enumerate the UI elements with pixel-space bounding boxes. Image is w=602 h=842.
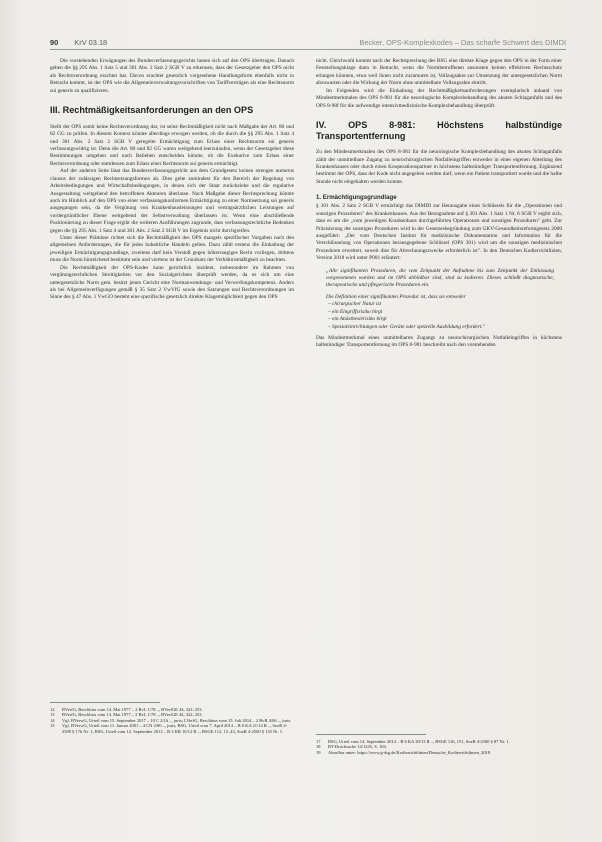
paragraph: Unter dieser Prämisse richtet sich die Rechtmäßigkeit des OPS mangels spezifischer Vorgaben nach den allgemeinen Anforderungen, die für jedes hoheitliche Handeln gelten. Dazu zählt erstens die Einhaltung der jeweiligen Ermächtigungsgrundlage, zweitens darf kein Verstoß gegen höherrangiges Recht vorliegen, drittens muss die Norm hinreichend bestimmt sein und viertens ist der Grundsatz der Verhältnismäßigkeit zu beachten. (50, 235, 294, 264)
section-heading-iv: IV. OPS 8-981: Höchstens halbstündige Transportentfernung (316, 119, 562, 141)
header-rule (50, 49, 566, 50)
footnote-rule-left (50, 702, 160, 703)
section-heading-iii: III. Rechtmäßigkeitsanforderungen an den OPS (50, 105, 254, 116)
footnote: 14 Vgl. BVerwG, Urteil vom 15. September 2017 – 10 C 2/16 –, juris; LVerfG, Beschluss vom 15. Juli 2014 – 2 BvR 4/06 –, juris. (50, 717, 292, 723)
page-header (50, 38, 566, 47)
paragraph: Im Folgenden wird die Einhaltung der Rechtmäßigkeitsanforderungen exemplarisch anhand von Mindestmerkmalen des OPS 8-981 für die neurologische Komplexbehandlung des akuten Schlaganfalls und des OPS 8-98f für die aufwendige intensivmedizinische Komplexbehandlung überprüft. (316, 87, 562, 109)
footnote-rule-right (316, 734, 426, 735)
paragraph: Stellt der OPS somit keine Rechtsverordnung dar, ist seine Rechtmäßigkeit nicht nach Maßgabe der Art. 80 und 82 GG zu prüfen. In diesem Kontext könnte allerdings erwogen werden, ob die durch die §§ 295 Abs. 1 Satz 4 und 301 Abs. 2 Satz 2 SGB V geregelte Ermächtigung zum Erlass einer Rechtsnorm sui generis verfassungswidrig ist. Denn die Art. 80 und 82 GG waren weitgehend leerzulaufen, wenn der Gesetzgeber diese Bestimmungen umgehen und nach Belieben entscheiden könnte, ob die Exekutive zum Erlass einer Rechtsverordnung oder stattdessen zum Erlass einer Rechtsnorm sui generis ermächtigt. (50, 123, 294, 167)
paragraph: Auf der anderen Seite lässt das Bundesverfassungsgericht aus dem Grundgesetz keinen strengen numerus clausus der zulässigen Rechtsetzungsformen ab. Dies gelte zumindest für den Bereich der Regelung von Arbeitsbedingungen und Wirtschaftsbedingungen, in denen sich der Staat zurückziehe und die regulative Ausgestaltung weitgehend den betroffenen Akteuren überlasse. Nach Maßgabe dieser Rechtsprechung könnte auch im Hinblick auf den OPS von einer verfassungskonformen Ermächtigung zu einer Normsetzung sui generis ausgegangen sein, da die Vergütung von Krankenhausleistungen und vertragsärztlichen Leistungen auf vordergründlicher Ebene weitgehend der Selbstverwaltung überlassen ist. Wenn eine abschließende Positionierung zu dieser Frage ergibt die weiteren Ausführungen zugrunde, dass verfassungsrechtliche Bedenken gegen die §§ 295 Abs. 1 Satz 4 und 301 Abs. 2 Satz 2 SGB V im Ergebnis nicht durchgreifen. (50, 168, 294, 234)
list-item: – chirurgischer Natur ist (336, 301, 554, 308)
quote-definition: Die Definition einer signifikanten Prozedur ist, dass sie entweder (326, 293, 466, 300)
footnote: 17 BSG, Urteil vom 14. September 2014 – B 6 KA 30/13 R –, BSGE 116, 151, SozR 4-2500 § 87 Nr. 1. (316, 739, 510, 744)
paragraph: Das Mindestmerkmal eines unmittelbaren Zugangs zu neurochirurgischen Notfalleingriffen in höchstens halbstündiger Transportentfernung im OPS 8-981 beschreibt nach den vorstehenden (316, 335, 562, 349)
paragraph: Die vorstehenden Erwägungen des Bundesverfassungsgerichts lassen sich auf den OPS übertragen. Danach gehen die §§ 295 Abs. 1 Satz 5 und 301 Abs. 2 Satz 2 SGB V zu erkennen, dass der Gesetzgeber den OPS nicht als Rechtsverordnung erachtet hat. Davon erachtet gesetzlich vorgesehene Handlungsform ebenfalls nicht in Betracht kommt, ist der OPS wie die Allgemeinverwaltungsvorschriften von Tariffverträgen als eine Rechtsnorm sui generis zu qualifizieren. (50, 58, 294, 94)
page-number: 90 (50, 38, 59, 47)
paragraph: § 301 Abs. 2 Satz 2 SGB V ermächtigt das DIMDI zur Herausgabe eines Schlüssels für die „Operationen und sonstigen Prozeduren" des Krankenhauses. Aus der Bezugnahme auf § 301 Abs. 1 Satz 1 Nr. 6 SGB V ergibt sich, dass es um die „vom jeweiligen Krankenhaus durchgeführten Operationen und sonstigen Prozeduren" geht. Zur Präzisierung der sonstigen Prozeduren wird in der Gesetzesbegründung zum GKV-Gesundheitsreformgesetz 2000 ausgeführt: „Der vom Deutschen Institut für medizinische Dokumentation und Information für die Verschlüsselung von Operationen herausgegebene Schlüssel (OPS 301) wird um die sonstigen medizinischen Prozeduren erweitert, soweit dies für Abrechnungszwecke erforderlich ist". In den Deutschen Kodierrichtlinien, Version 2018 wird unter P001 erläutert: (316, 203, 562, 262)
footnotes-left (50, 707, 294, 734)
list-item: – ein Eingriffsrisiko birgt (336, 309, 554, 316)
paragraph: Die Rechtmäßigkeit der OPS-Kodes kann gerichtlich inzident, insbesondere im Rahmen von vergütungsrechtlichen Streitigkeiten vor den Sozialgerichten überprüft werden, da es sich um eine untergesetzliche Norm gem. besitzt jenen Gericht eine Normanwendungs- und Verwerfungskompetenz. Anders als bei Allgemeinverfügungen gemäß § 35 Satz 2 VwVfG sowie den Satzungen und Rechtsverordnungen im Sinne des § 47 Abs. 1 VwGO besteht eine spezifische gesetzlich direkte Klagemöglichkeit gegen den OPS (50, 264, 294, 301)
footnotes-right (316, 739, 562, 755)
right-column (316, 58, 562, 350)
left-column (50, 58, 294, 302)
subsection-heading: 1. Ermächtigungsgrundlage (316, 194, 397, 202)
quote-list (326, 301, 554, 331)
footnote: 13 BVerfG, Beschluss vom 14. Mai 1977 – 2 BvL 1/78 –, BVerfGE 44, 322–353. (50, 712, 203, 718)
quote-intro: „Alle signifikanten Prozeduren, die vom Zeitpunkt der Aufnahme bis zum Zeitpunkt der Entlassung vorgenommen wurden und im OPS abbildbar sind, sind zu kodieren. Dieses schließt diagnostische, therapeutische und pflegerische Prozeduren ein. (326, 267, 554, 289)
block-quote (326, 268, 554, 331)
paragraph: nicht. Gleichwohl kommt nach der Rechtsprechung des BSG eine direkte Klage gegen den OPS in der Form einer Feststellungsklage dann in Betracht, wenn die Normbetroffenen ansonsten keinen effektiven Rechtsschutz erlangen könnten, etwa weil ihnen nicht zuzumuten ist, Vollzugsakte zur Umsetzung der untergesetzlichen Norm abzuwarten oder die Wirkung der Norm ohne unmittelbare Vollzugsakte eintritt. (316, 58, 562, 87)
list-item: – ein Anästhesierisiko birgt (336, 316, 554, 323)
footnote: 18 BT-Drucksache 14/1245, S. 104. (316, 744, 387, 750)
footnote: 12 BVerfG, Beschluss vom 14. Mai 1977 – 2 BvL 1/78 –, BVerfGE 44, 322–353. (50, 707, 203, 712)
running-title: Becker, OPS-Komplexkodes – Das scharfe Schwert des DIMDI (359, 38, 566, 47)
footnote: 19 Abrufbar unter: https://www.g-drg.de/Kodierrichtlinien/Deutsche_Kodierrichtlinien_2018 (316, 749, 491, 755)
footnote: 15 Vgl. BVerwG, Urteil vom 11. Januar 2001 – 4 CN 2/00 –, juris; BSG, Urteil vom 7. April 2014 – B 6 KA 21/14 R –, SozR 4-2500 § 17b Nr. 1; BSG, Urteil vom 12. September 2012 – B 3 KR 10/12 R –, BSGE 112, 15–43, SozR 4-2500 § 135 Nr. 1. (50, 723, 288, 734)
paragraph: Zu den Mindestmerkmalen des OPS 8-981 für die neurologische Komplexbehandlung des akuten Schlaganfalls zählt der unmittelbare Zugang zu neurochirurgischen Notfalleingriffen entweder in einer eigenen Abteilung des Krankenhauses oder durch einen Kooperationspartner in höchstens halbstündiger Transportentfernung. Ergänzend bestimmt der OPS, dass der Kode nicht angegeben werden darf, wenn ein Patient transportiert wurde und die halbe Stunde nicht eingehalten werden konnte. (316, 149, 562, 185)
journal-issue: KrV 03.18 (74, 38, 108, 47)
list-item: – Spezialeinrichtungen oder Geräte oder spezielle Ausbildung erfordert." (336, 324, 554, 331)
